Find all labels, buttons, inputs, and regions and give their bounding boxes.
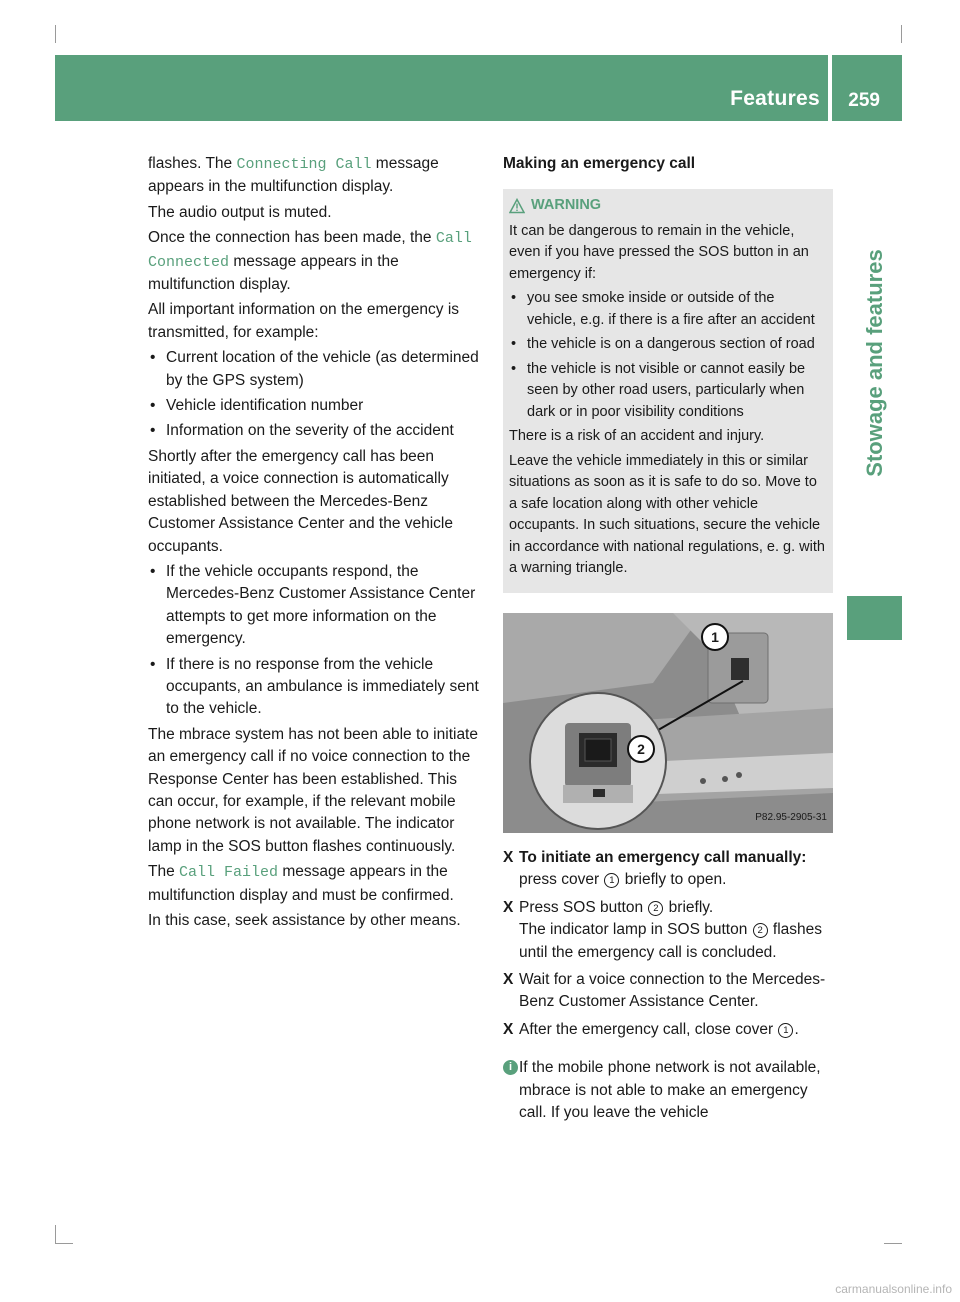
instruction-step: X Wait for a voice connection to the Mercedes-Benz Customer Assistance Center. — [503, 970, 826, 1011]
instruction-step: X After the emergency call, close cover 1 . — [503, 1019, 833, 1041]
paragraph: Shortly after the emergency call has been initiated, a voice connection is automatically established between the Mercedes-Benz Customer Assistance Center and the vehicle occupants. — [148, 447, 453, 555]
step-marker: X — [503, 1020, 514, 1038]
section-heading: Making an emergency call — [503, 155, 696, 172]
figure-code: P82.95-2905-31 — [755, 811, 827, 823]
info-note: i If the mobile phone network is not available, mbrace is not able to make an emergency call. If you leave the vehicle — [503, 1057, 833, 1124]
paragraph: The Call Failed message appears in the multifunction display and must be confirmed. — [148, 863, 454, 904]
step-marker: X — [503, 848, 514, 866]
list-item: • the vehicle is on a dangerous section of road — [511, 336, 815, 353]
paragraph: The mbrace system has not been able to initiate an emergency call if no voice connection to the Response Center has been established. This can occur, for example, if the relevant mobile phone network is not available. The indicator lamp in the SOS button flashes continuously. — [148, 725, 478, 855]
list-item: • If there is no response from the vehicle occupants, an ambulance is immediately sent to the vehicle. — [150, 655, 479, 718]
warning-triangle-icon — [509, 198, 525, 214]
callout-1: 1 — [701, 623, 729, 651]
warning-text: Leave the vehicle immediately in this or similar situations as soon as it is safe to do so. Move to a safe location along with other vehicle occupants. In such situations, secure the vehicle in accordance with national regulations, e. g. with a warning triangle. — [509, 452, 825, 577]
instruction-step: X Press SOS button 2 briefly. The indicator lamp in SOS button 2 flashes until the emergency call is concluded. — [503, 898, 823, 961]
display-message: Call Failed — [179, 864, 279, 882]
list-item: • you see smoke inside or outside of the vehicle, e.g. if there is a fire after an accident — [511, 290, 815, 328]
right-column — [503, 153, 833, 1124]
paragraph: In this case, seek assistance by other means. — [148, 912, 461, 929]
crop-mark — [55, 25, 56, 43]
display-message: Call Connected — [148, 230, 472, 271]
warning-text: There is a risk of an accident and injury. — [509, 428, 765, 445]
paragraph: The audio output is muted. — [148, 203, 332, 221]
list-item: • Current location of the vehicle (as determined by the GPS system) — [150, 349, 479, 389]
display-message: Connecting Call — [236, 156, 372, 173]
section-tab — [847, 596, 902, 640]
paragraph: All important information on the emergency is transmitted, for example: — [148, 301, 460, 341]
section-title: Stowage and features — [861, 248, 887, 477]
callout-ref: 1 — [778, 1023, 793, 1038]
instruction-step: X To initiate an emergency call manually: press cover 1 briefly to open. — [503, 848, 807, 889]
list-item: • Information on the severity of the accident — [150, 422, 454, 440]
callout-ref: 2 — [648, 901, 663, 916]
paragraph: Once the connection has been made, the Call Connected message appears in the multifunction display. — [148, 229, 472, 294]
warning-text: It can be dangerous to remain in the vehicle, even if you have pressed the SOS button in an emergency if: — [509, 222, 809, 282]
header-title: Features — [730, 87, 820, 110]
page-header — [55, 55, 902, 121]
left-column — [148, 153, 484, 935]
overhead-console-illustration — [503, 613, 833, 833]
crop-mark — [884, 1243, 902, 1244]
header-separator — [828, 55, 832, 121]
list-item: • the vehicle is not visible or cannot easily be seen by other road users, particularly when dark or in poor visibility conditions — [511, 360, 806, 420]
callout-ref: 2 — [753, 923, 768, 938]
list-item: • Vehicle identification number — [150, 397, 364, 415]
list-item: • If the vehicle occupants respond, the Mercedes-Benz Customer Assistance Center attempts to get more information on the emergency. — [150, 562, 476, 648]
crop-mark — [55, 1225, 56, 1243]
info-icon: i — [503, 1060, 518, 1075]
warning-title: WARNING — [509, 195, 827, 217]
callout-2: 2 — [627, 735, 655, 763]
step-marker: X — [503, 898, 514, 916]
crop-mark — [901, 25, 902, 43]
paragraph: flashes. The Connecting Call message appears in the multifunction display. — [148, 155, 439, 196]
callout-ref: 1 — [604, 873, 619, 888]
page-number: 259 — [848, 90, 880, 111]
warning-box — [503, 189, 833, 593]
section-side-title — [847, 135, 902, 590]
sos-button-figure — [503, 613, 833, 833]
crop-mark — [55, 1243, 73, 1244]
watermark: carmanualsonline.info — [835, 1282, 952, 1296]
step-marker: X — [503, 970, 514, 988]
